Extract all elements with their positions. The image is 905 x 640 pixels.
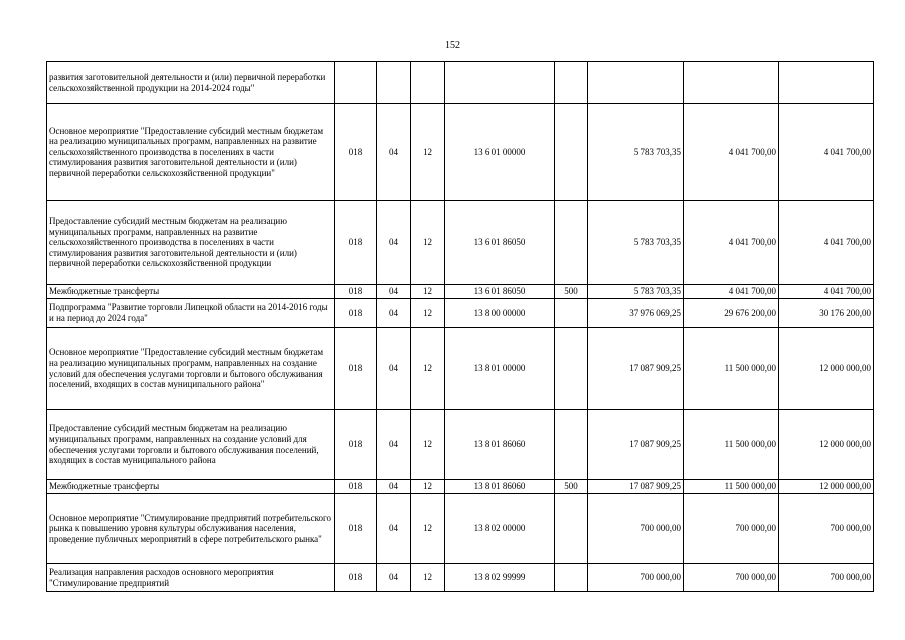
expense-type-code	[555, 328, 588, 410]
row-description: Основное мероприятие "Стимулирование предприятий потребительского рынка к повышению уровня культуры обслуживания населения, проведение публичных мероприятий в сфере потребительского рынка"	[47, 494, 335, 564]
amount-cell: 17 087 909,25	[588, 410, 684, 480]
amount-cell: 4 041 700,00	[779, 201, 874, 285]
ministry-code: 018	[335, 480, 377, 494]
amount-cell: 12 000 000,00	[779, 480, 874, 494]
section-code: 04	[377, 328, 411, 410]
amount-cell: 29 676 200,00	[684, 299, 779, 328]
amount-cell: 11 500 000,00	[684, 480, 779, 494]
amount-cell: 700 000,00	[588, 564, 684, 592]
expense-type-code	[555, 201, 588, 285]
subsection-code: 12	[411, 201, 445, 285]
target-article-code: 13 8 00 00000	[445, 299, 555, 328]
target-article-code: 13 8 01 00000	[445, 328, 555, 410]
subsection-code: 12	[411, 328, 445, 410]
amount-cell: 30 176 200,00	[779, 299, 874, 328]
amount-cell: 4 041 700,00	[684, 285, 779, 299]
table-row	[47, 328, 874, 410]
subsection-code: 12	[411, 299, 445, 328]
target-article-code: 13 8 02 99999	[445, 564, 555, 592]
subsection-code: 12	[411, 564, 445, 592]
subsection-code: 12	[411, 104, 445, 201]
amount-cell: 4 041 700,00	[779, 285, 874, 299]
amount-cell: 700 000,00	[588, 494, 684, 564]
target-article-code: 13 8 01 86060	[445, 480, 555, 494]
target-article-code: 13 6 01 00000	[445, 104, 555, 201]
expense-type-code	[555, 410, 588, 480]
amount-cell	[779, 62, 874, 104]
amount-cell: 4 041 700,00	[779, 104, 874, 201]
row-description: Подпрограмма "Развитие торговли Липецкой области на 2014-2016 годы и на период до 2024 года"	[47, 299, 335, 328]
table-row	[47, 285, 874, 299]
subsection-code: 12	[411, 410, 445, 480]
row-description: Предоставление субсидий местным бюджетам на реализацию муниципальных программ, направленных на развитие сельскохозяйственного производства в поселениях в части стимулирования развития заготовительной деятельности и (или) первичной переработки сельскохозяйственной продукции	[47, 201, 335, 285]
table-row	[47, 410, 874, 480]
page-number: 152	[445, 40, 460, 51]
amount-cell: 17 087 909,25	[588, 480, 684, 494]
amount-cell: 37 976 069,25	[588, 299, 684, 328]
table-row	[47, 104, 874, 201]
table-row	[47, 299, 874, 328]
amount-cell: 11 500 000,00	[684, 328, 779, 410]
ministry-code	[335, 62, 377, 104]
amount-cell: 17 087 909,25	[588, 328, 684, 410]
row-description: Реализация направления расходов основного мероприятия "Стимулирование предприятий	[47, 564, 335, 592]
amount-cell: 12 000 000,00	[779, 328, 874, 410]
row-description: Основное мероприятие "Предоставление субсидий местным бюджетам на реализацию муниципальных программ, направленных на создание условий для обеспечения услугами торговли и бытового обслуживания поселений, входящих в состав муниципального района"	[47, 328, 335, 410]
table-row	[47, 62, 874, 104]
table-row	[47, 564, 874, 592]
row-description: Межбюджетные трансферты	[47, 285, 335, 299]
target-article-code	[445, 62, 555, 104]
ministry-code: 018	[335, 104, 377, 201]
target-article-code: 13 6 01 86050	[445, 201, 555, 285]
ministry-code: 018	[335, 201, 377, 285]
ministry-code: 018	[335, 494, 377, 564]
section-code: 04	[377, 480, 411, 494]
section-code: 04	[377, 410, 411, 480]
amount-cell: 5 783 703,35	[588, 104, 684, 201]
amount-cell: 700 000,00	[779, 494, 874, 564]
ministry-code: 018	[335, 299, 377, 328]
expense-type-code	[555, 104, 588, 201]
expense-type-code	[555, 564, 588, 592]
subsection-code: 12	[411, 494, 445, 564]
target-article-code: 13 6 01 86050	[445, 285, 555, 299]
ministry-code: 018	[335, 410, 377, 480]
section-code: 04	[377, 564, 411, 592]
amount-cell: 12 000 000,00	[779, 410, 874, 480]
target-article-code: 13 8 02 00000	[445, 494, 555, 564]
row-description: Основное мероприятие "Предоставление субсидий местным бюджетам на реализацию муниципальных программ, направленных на развитие сельскохозяйственного производства в поселениях в части стимулирования развития заготовительной деятельности и (или) первичной переработки сельскохозяйственной продукции"	[47, 104, 335, 201]
ministry-code: 018	[335, 328, 377, 410]
amount-cell: 5 783 703,35	[588, 201, 684, 285]
amount-cell	[588, 62, 684, 104]
section-code: 04	[377, 494, 411, 564]
amount-cell: 700 000,00	[779, 564, 874, 592]
amount-cell: 700 000,00	[684, 564, 779, 592]
amount-cell	[684, 62, 779, 104]
ministry-code: 018	[335, 285, 377, 299]
section-code: 04	[377, 104, 411, 201]
budget-table	[46, 61, 874, 592]
amount-cell: 11 500 000,00	[684, 410, 779, 480]
amount-cell: 5 783 703,35	[588, 285, 684, 299]
ministry-code: 018	[335, 564, 377, 592]
subsection-code: 12	[411, 480, 445, 494]
section-code: 04	[377, 285, 411, 299]
section-code: 04	[377, 201, 411, 285]
table-row	[47, 201, 874, 285]
amount-cell: 4 041 700,00	[684, 104, 779, 201]
amount-cell: 4 041 700,00	[684, 201, 779, 285]
expense-type-code	[555, 299, 588, 328]
target-article-code: 13 8 01 86060	[445, 410, 555, 480]
section-code	[377, 62, 411, 104]
amount-cell: 700 000,00	[684, 494, 779, 564]
row-description: развития заготовительной деятельности и (или) первичной переработки сельскохозяйственной продукции на 2014-2024 годы"	[47, 62, 335, 104]
table-row	[47, 494, 874, 564]
expense-type-code: 500	[555, 285, 588, 299]
section-code: 04	[377, 299, 411, 328]
row-description: Предоставление субсидий местным бюджетам на реализацию муниципальных программ, направленных на создание условий для обеспечения услугами торговли и бытового обслуживания поселений, входящих в состав муниципального района	[47, 410, 335, 480]
row-description: Межбюджетные трансферты	[47, 480, 335, 494]
expense-type-code: 500	[555, 480, 588, 494]
subsection-code	[411, 62, 445, 104]
subsection-code: 12	[411, 285, 445, 299]
expense-type-code	[555, 62, 588, 104]
expense-type-code	[555, 494, 588, 564]
table-row	[47, 480, 874, 494]
